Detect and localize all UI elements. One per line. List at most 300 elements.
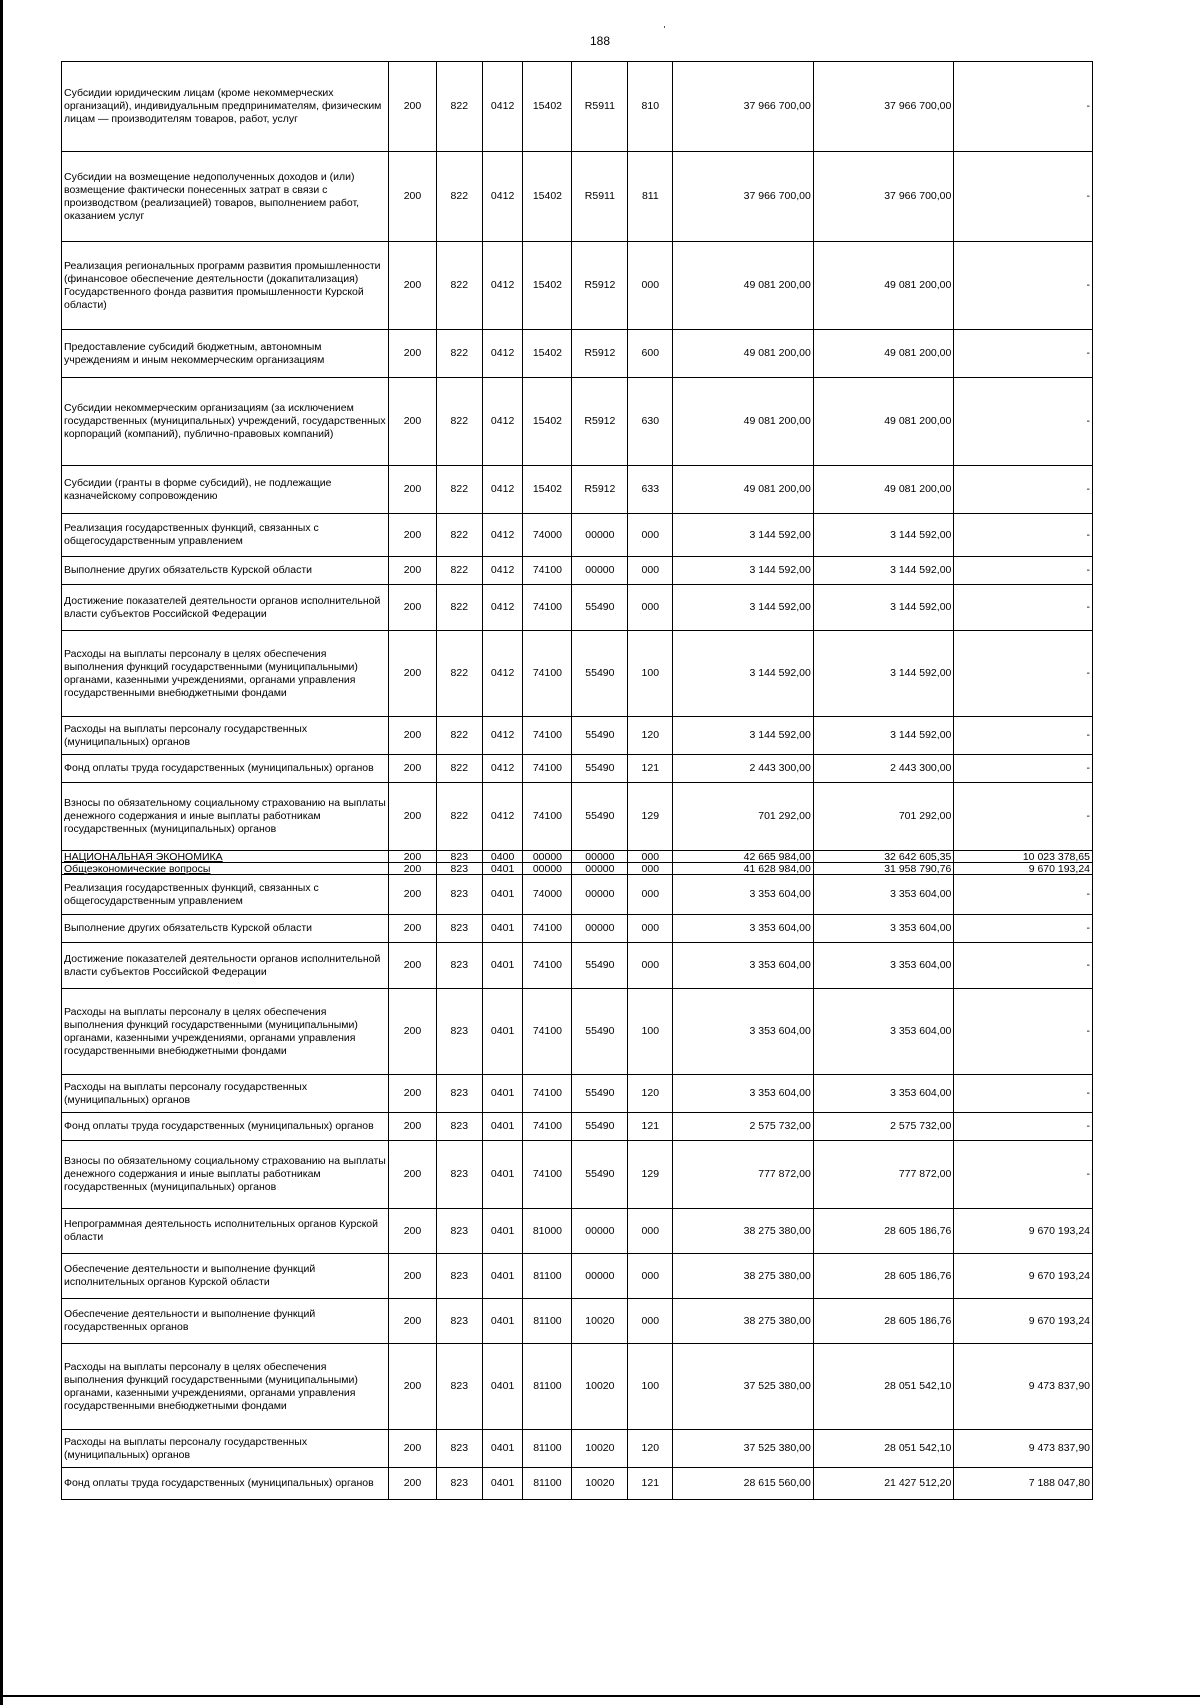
table-row (62, 1254, 1093, 1299)
code-cell: 55490 (572, 943, 628, 989)
amount-cell: - (954, 989, 1093, 1075)
code-cell: 0400 (482, 851, 523, 863)
code-cell: 000 (628, 557, 673, 585)
code-cell: 0401 (482, 943, 523, 989)
code-cell: 0401 (482, 1344, 523, 1430)
code-cell: 81000 (523, 1209, 572, 1254)
table-row (62, 242, 1093, 330)
code-cell: 74100 (523, 1113, 572, 1141)
amount-cell: 9 473 837,90 (954, 1344, 1093, 1430)
code-cell: 15402 (523, 466, 572, 514)
amount-cell: 38 275 380,00 (673, 1209, 814, 1254)
budget-table-container (61, 61, 1093, 1500)
code-cell: 74100 (523, 943, 572, 989)
code-cell: 200 (389, 755, 437, 783)
row-name-cell: Субсидии на возмещение недополученных доходов и (или) возмещение фактически понесенных затрат в связи с производством (реализацией) товаров, выполнением работ, оказанием услуг (62, 152, 389, 242)
code-cell: 74100 (523, 717, 572, 755)
amount-cell: 9 670 193,24 (954, 863, 1093, 875)
row-name-cell: Достижение показателей деятельности органов исполнительной власти субъектов Российской Федерации (62, 585, 389, 631)
amount-cell: - (954, 915, 1093, 943)
table-row (62, 717, 1093, 755)
amount-cell: - (954, 1075, 1093, 1113)
code-cell: 00000 (572, 915, 628, 943)
row-name-cell: Взносы по обязательному социальному страхованию на выплаты денежного содержания и иные выплаты работникам государственных (муниципальных) органов (62, 783, 389, 851)
amount-cell: 9 670 193,24 (954, 1254, 1093, 1299)
code-cell: 822 (436, 378, 482, 466)
code-cell: 200 (389, 1075, 437, 1113)
table-row (62, 1113, 1093, 1141)
amount-cell: 9 670 193,24 (954, 1299, 1093, 1344)
amount-cell: 3 353 604,00 (673, 989, 814, 1075)
code-cell: 10020 (572, 1430, 628, 1468)
amount-cell: 701 292,00 (673, 783, 814, 851)
code-cell: 200 (389, 717, 437, 755)
row-name-cell: Выполнение других обязательств Курской области (62, 557, 389, 585)
amount-cell: - (954, 514, 1093, 557)
table-row (62, 989, 1093, 1075)
row-name-cell: Субсидии юридическим лицам (кроме некоммерческих организаций), индивидуальным предпринимателям, физическим лицам — производителям товаров, работ, услуг (62, 62, 389, 152)
code-cell: 00000 (523, 863, 572, 875)
row-name-cell: Реализация государственных функций, связанных с общегосударственным управлением (62, 875, 389, 915)
amount-cell: 49 081 200,00 (813, 466, 954, 514)
amount-cell: 28 605 186,76 (813, 1299, 954, 1344)
code-cell: 630 (628, 378, 673, 466)
code-cell: 74100 (523, 585, 572, 631)
code-cell: 200 (389, 875, 437, 915)
code-cell: 00000 (572, 514, 628, 557)
code-cell: 10020 (572, 1299, 628, 1344)
amount-cell: 37 525 380,00 (673, 1344, 814, 1430)
code-cell: 200 (389, 863, 437, 875)
budget-table (61, 61, 1093, 1500)
code-cell: 600 (628, 330, 673, 378)
code-cell: 200 (389, 585, 437, 631)
code-cell: 000 (628, 875, 673, 915)
code-cell: 000 (628, 851, 673, 863)
amount-cell: 38 275 380,00 (673, 1254, 814, 1299)
code-cell: 121 (628, 1468, 673, 1500)
code-cell: 200 (389, 330, 437, 378)
code-cell: 74000 (523, 875, 572, 915)
amount-cell: 3 353 604,00 (813, 875, 954, 915)
code-cell: 74100 (523, 989, 572, 1075)
code-cell: 0401 (482, 1209, 523, 1254)
code-cell: R5912 (572, 466, 628, 514)
amount-cell: 38 275 380,00 (673, 1299, 814, 1344)
code-cell: 129 (628, 1141, 673, 1209)
code-cell: 55490 (572, 585, 628, 631)
code-cell: 000 (628, 943, 673, 989)
code-cell: 200 (389, 1254, 437, 1299)
code-cell: 000 (628, 915, 673, 943)
code-cell: 0401 (482, 989, 523, 1075)
code-cell: 823 (436, 915, 482, 943)
code-cell: 0412 (482, 242, 523, 330)
amount-cell: 9 473 837,90 (954, 1430, 1093, 1468)
amount-cell: 49 081 200,00 (813, 242, 954, 330)
amount-cell: - (954, 1141, 1093, 1209)
code-cell: 74100 (523, 1075, 572, 1113)
code-cell: 81100 (523, 1344, 572, 1430)
amount-cell: 28 605 186,76 (813, 1209, 954, 1254)
amount-cell: - (954, 152, 1093, 242)
amount-cell: 31 958 790,76 (813, 863, 954, 875)
code-cell: 823 (436, 989, 482, 1075)
code-cell: 822 (436, 557, 482, 585)
amount-cell: 3 144 592,00 (673, 585, 814, 631)
row-name-cell: Субсидии некоммерческим организациям (за исключением государственных (муниципальных) учреждений, государственных корпораций (компаний), публично-правовых компаний) (62, 378, 389, 466)
code-cell: 74100 (523, 1141, 572, 1209)
code-cell: 200 (389, 62, 437, 152)
amount-cell: - (954, 466, 1093, 514)
table-row (62, 851, 1093, 863)
table-row (62, 514, 1093, 557)
code-cell: 74100 (523, 631, 572, 717)
amount-cell: 777 872,00 (673, 1141, 814, 1209)
code-cell: 74100 (523, 557, 572, 585)
amount-cell: 3 353 604,00 (673, 875, 814, 915)
table-row (62, 585, 1093, 631)
amount-cell: 3 144 592,00 (673, 514, 814, 557)
code-cell: 81100 (523, 1254, 572, 1299)
code-cell: 10020 (572, 1344, 628, 1430)
code-cell: 0401 (482, 1254, 523, 1299)
code-cell: 810 (628, 62, 673, 152)
amount-cell: 3 144 592,00 (813, 585, 954, 631)
row-name-cell: Обеспечение деятельности и выполнение функций исполнительных органов Курской области (62, 1254, 389, 1299)
table-row (62, 943, 1093, 989)
code-cell: 823 (436, 875, 482, 915)
amount-cell: - (954, 557, 1093, 585)
code-cell: 823 (436, 863, 482, 875)
amount-cell: 3 144 592,00 (673, 557, 814, 585)
code-cell: 100 (628, 631, 673, 717)
amount-cell: 32 642 605,35 (813, 851, 954, 863)
row-name-cell: Субсидии (гранты в форме субсидий), не подлежащие казначейскому сопровождению (62, 466, 389, 514)
code-cell: 74100 (523, 783, 572, 851)
amount-cell: 3 353 604,00 (813, 1075, 954, 1113)
code-cell: 120 (628, 1075, 673, 1113)
code-cell: 822 (436, 717, 482, 755)
code-cell: R5912 (572, 242, 628, 330)
code-cell: 200 (389, 557, 437, 585)
code-cell: 000 (628, 1254, 673, 1299)
code-cell: 15402 (523, 152, 572, 242)
table-row (62, 1430, 1093, 1468)
code-cell: 200 (389, 1344, 437, 1430)
code-cell: 0401 (482, 1075, 523, 1113)
row-name-cell: Расходы на выплаты персоналу в целях обеспечения выполнения функций государственными (муниципальными) органами, казенными учреждениями, органами управления государственными внебюджетными фондами (62, 631, 389, 717)
code-cell: 200 (389, 989, 437, 1075)
code-cell: 823 (436, 851, 482, 863)
row-name-cell: Выполнение других обязательств Курской области (62, 915, 389, 943)
code-cell: 823 (436, 1209, 482, 1254)
code-cell: R5911 (572, 152, 628, 242)
code-cell: 55490 (572, 755, 628, 783)
code-cell: 823 (436, 1254, 482, 1299)
code-cell: 200 (389, 1113, 437, 1141)
row-name-cell: Расходы на выплаты персоналу в целях обеспечения выполнения функций государственными (муниципальными) органами, казенными учреждениями, органами управления государственными внебюджетными фондами (62, 1344, 389, 1430)
code-cell: 0412 (482, 514, 523, 557)
amount-cell: 49 081 200,00 (813, 378, 954, 466)
code-cell: 0401 (482, 1141, 523, 1209)
code-cell: 0401 (482, 863, 523, 875)
code-cell: 55490 (572, 717, 628, 755)
code-cell: 200 (389, 466, 437, 514)
amount-cell: 7 188 047,80 (954, 1468, 1093, 1500)
code-cell: 822 (436, 631, 482, 717)
code-cell: 00000 (572, 851, 628, 863)
code-cell: 81100 (523, 1299, 572, 1344)
row-name-cell: Фонд оплаты труда государственных (муниципальных) органов (62, 755, 389, 783)
amount-cell: 2 575 732,00 (813, 1113, 954, 1141)
code-cell: 000 (628, 585, 673, 631)
scan-bottom-edge (0, 1695, 1200, 1697)
code-cell: 00000 (572, 557, 628, 585)
code-cell: 55490 (572, 1075, 628, 1113)
row-name-cell: Расходы на выплаты персоналу государственных (муниципальных) органов (62, 1075, 389, 1113)
code-cell: 15402 (523, 242, 572, 330)
code-cell: 100 (628, 1344, 673, 1430)
code-cell: 822 (436, 152, 482, 242)
code-cell: 120 (628, 1430, 673, 1468)
code-cell: R5911 (572, 62, 628, 152)
code-cell: 0412 (482, 755, 523, 783)
amount-cell: 2 443 300,00 (813, 755, 954, 783)
code-cell: 55490 (572, 631, 628, 717)
amount-cell: 41 628 984,00 (673, 863, 814, 875)
code-cell: 0401 (482, 1299, 523, 1344)
code-cell: 823 (436, 1468, 482, 1500)
code-cell: 0401 (482, 1113, 523, 1141)
code-cell: 81100 (523, 1430, 572, 1468)
code-cell: 129 (628, 783, 673, 851)
amount-cell: 37 966 700,00 (813, 62, 954, 152)
table-row (62, 1209, 1093, 1254)
code-cell: 00000 (572, 875, 628, 915)
code-cell: 200 (389, 631, 437, 717)
code-cell: 200 (389, 378, 437, 466)
amount-cell: 2 575 732,00 (673, 1113, 814, 1141)
code-cell: 822 (436, 242, 482, 330)
code-cell: 0412 (482, 378, 523, 466)
code-cell: 15402 (523, 330, 572, 378)
amount-cell: 10 023 378,65 (954, 851, 1093, 863)
code-cell: 0412 (482, 585, 523, 631)
code-cell: 0401 (482, 1430, 523, 1468)
code-cell: 200 (389, 1430, 437, 1468)
amount-cell: 9 670 193,24 (954, 1209, 1093, 1254)
code-cell: 74000 (523, 514, 572, 557)
amount-cell: 3 353 604,00 (673, 1075, 814, 1113)
code-cell: 10020 (572, 1468, 628, 1500)
code-cell: 823 (436, 1430, 482, 1468)
amount-cell: 3 144 592,00 (673, 631, 814, 717)
code-cell: 633 (628, 466, 673, 514)
code-cell: 00000 (572, 863, 628, 875)
code-cell: 74100 (523, 755, 572, 783)
amount-cell: 3 353 604,00 (813, 915, 954, 943)
amount-cell: 28 051 542,10 (813, 1430, 954, 1468)
code-cell: 822 (436, 755, 482, 783)
row-name-cell: Фонд оплаты труда государственных (муниципальных) органов (62, 1468, 389, 1500)
code-cell: 823 (436, 1344, 482, 1430)
code-cell: 000 (628, 1209, 673, 1254)
row-name-cell: Реализация региональных программ развития промышленности (финансовое обеспечение деятельности (докапитализация) Государственного фонда развития промышленности Курской области) (62, 242, 389, 330)
table-row (62, 631, 1093, 717)
row-name-cell: Фонд оплаты труда государственных (муниципальных) органов (62, 1113, 389, 1141)
code-cell: 822 (436, 514, 482, 557)
code-cell: 200 (389, 152, 437, 242)
table-row (62, 915, 1093, 943)
code-cell: 55490 (572, 1141, 628, 1209)
amount-cell: 3 353 604,00 (673, 943, 814, 989)
table-row (62, 152, 1093, 242)
code-cell: 0412 (482, 62, 523, 152)
row-name-cell: Обеспечение деятельности и выполнение функций государственных органов (62, 1299, 389, 1344)
code-cell: 823 (436, 1113, 482, 1141)
amount-cell: 49 081 200,00 (813, 330, 954, 378)
amount-cell: - (954, 717, 1093, 755)
code-cell: 100 (628, 989, 673, 1075)
amount-cell: 21 427 512,20 (813, 1468, 954, 1500)
amount-cell: 3 353 604,00 (813, 943, 954, 989)
code-cell: 0412 (482, 152, 523, 242)
amount-cell: - (954, 62, 1093, 152)
code-cell: 823 (436, 1075, 482, 1113)
amount-cell: 3 144 592,00 (673, 717, 814, 755)
code-cell: 200 (389, 915, 437, 943)
code-cell: 120 (628, 717, 673, 755)
code-cell: 00000 (572, 1254, 628, 1299)
amount-cell: - (954, 330, 1093, 378)
table-row (62, 1468, 1093, 1500)
row-name-cell: Расходы на выплаты персоналу государственных (муниципальных) органов (62, 1430, 389, 1468)
table-row (62, 1141, 1093, 1209)
code-cell: 0401 (482, 875, 523, 915)
code-cell: 200 (389, 783, 437, 851)
amount-cell: 49 081 200,00 (673, 466, 814, 514)
code-cell: 55490 (572, 783, 628, 851)
table-row (62, 557, 1093, 585)
code-cell: 823 (436, 1141, 482, 1209)
row-name-cell: Общеэкономические вопросы (62, 863, 389, 875)
amount-cell: 37 966 700,00 (673, 62, 814, 152)
table-row (62, 863, 1093, 875)
amount-cell: - (954, 631, 1093, 717)
row-name-cell: Реализация государственных функций, связанных с общегосударственным управлением (62, 514, 389, 557)
table-row (62, 1075, 1093, 1113)
code-cell: 000 (628, 514, 673, 557)
table-row (62, 466, 1093, 514)
table-row (62, 755, 1093, 783)
code-cell: 822 (436, 466, 482, 514)
code-cell: 822 (436, 330, 482, 378)
code-cell: 000 (628, 1299, 673, 1344)
amount-cell: 49 081 200,00 (673, 330, 814, 378)
code-cell: 000 (628, 242, 673, 330)
code-cell: 200 (389, 1141, 437, 1209)
code-cell: 0401 (482, 1468, 523, 1500)
code-cell: 200 (389, 514, 437, 557)
amount-cell: 28 051 542,10 (813, 1344, 954, 1430)
amount-cell: 3 353 604,00 (673, 915, 814, 943)
row-name-cell: Расходы на выплаты персоналу в целях обеспечения выполнения функций государственными (муниципальными) органами, казенными учреждениями, органами управления государственными внебюджетными фондами (62, 989, 389, 1075)
row-name-cell: Расходы на выплаты персоналу государственных (муниципальных) органов (62, 717, 389, 755)
code-cell: 0412 (482, 631, 523, 717)
amount-cell: 42 665 984,00 (673, 851, 814, 863)
amount-cell: 3 353 604,00 (813, 989, 954, 1075)
amount-cell: 37 525 380,00 (673, 1430, 814, 1468)
code-cell: 0412 (482, 717, 523, 755)
code-cell: 55490 (572, 1113, 628, 1141)
amount-cell: - (954, 585, 1093, 631)
row-name-cell: Предоставление субсидий бюджетным, автономным учреждениям и иным некоммерческим организациям (62, 330, 389, 378)
amount-cell: 37 966 700,00 (813, 152, 954, 242)
code-cell: 00000 (572, 1209, 628, 1254)
code-cell: 0412 (482, 466, 523, 514)
code-cell: 00000 (523, 851, 572, 863)
amount-cell: 3 144 592,00 (813, 717, 954, 755)
code-cell: 822 (436, 783, 482, 851)
code-cell: 81100 (523, 1468, 572, 1500)
row-name-cell: Непрограммная деятельность исполнительных органов Курской области (62, 1209, 389, 1254)
code-cell: 200 (389, 1209, 437, 1254)
code-cell: 200 (389, 851, 437, 863)
code-cell: 823 (436, 1299, 482, 1344)
code-cell: 121 (628, 1113, 673, 1141)
code-cell: 200 (389, 242, 437, 330)
table-row (62, 875, 1093, 915)
table-row (62, 330, 1093, 378)
code-cell: 15402 (523, 62, 572, 152)
table-row (62, 1344, 1093, 1430)
code-cell: 0412 (482, 557, 523, 585)
amount-cell: - (954, 755, 1093, 783)
amount-cell: - (954, 783, 1093, 851)
amount-cell: 701 292,00 (813, 783, 954, 851)
code-cell: 822 (436, 62, 482, 152)
amount-cell: 3 144 592,00 (813, 631, 954, 717)
budget-table-body (62, 62, 1093, 1500)
table-row (62, 62, 1093, 152)
amount-cell: 49 081 200,00 (673, 378, 814, 466)
amount-cell: 3 144 592,00 (813, 514, 954, 557)
amount-cell: 28 615 560,00 (673, 1468, 814, 1500)
code-cell: 200 (389, 1468, 437, 1500)
code-cell: 200 (389, 943, 437, 989)
code-cell: 823 (436, 943, 482, 989)
code-cell: 0412 (482, 783, 523, 851)
amount-cell: 28 605 186,76 (813, 1254, 954, 1299)
code-cell: 200 (389, 1299, 437, 1344)
code-cell: 55490 (572, 989, 628, 1075)
code-cell: 811 (628, 152, 673, 242)
amount-cell: 37 966 700,00 (673, 152, 814, 242)
code-cell: 0412 (482, 330, 523, 378)
code-cell: R5912 (572, 378, 628, 466)
amount-cell: - (954, 943, 1093, 989)
table-row (62, 378, 1093, 466)
row-name-cell: Достижение показателей деятельности органов исполнительной власти субъектов Российской Федерации (62, 943, 389, 989)
amount-cell: 49 081 200,00 (673, 242, 814, 330)
code-cell: 0401 (482, 915, 523, 943)
amount-cell: 2 443 300,00 (673, 755, 814, 783)
page-number: 188 (589, 34, 611, 48)
row-name-cell: НАЦИОНАЛЬНАЯ ЭКОНОМИКА (62, 851, 389, 863)
amount-cell: - (954, 378, 1093, 466)
code-cell: 74100 (523, 915, 572, 943)
